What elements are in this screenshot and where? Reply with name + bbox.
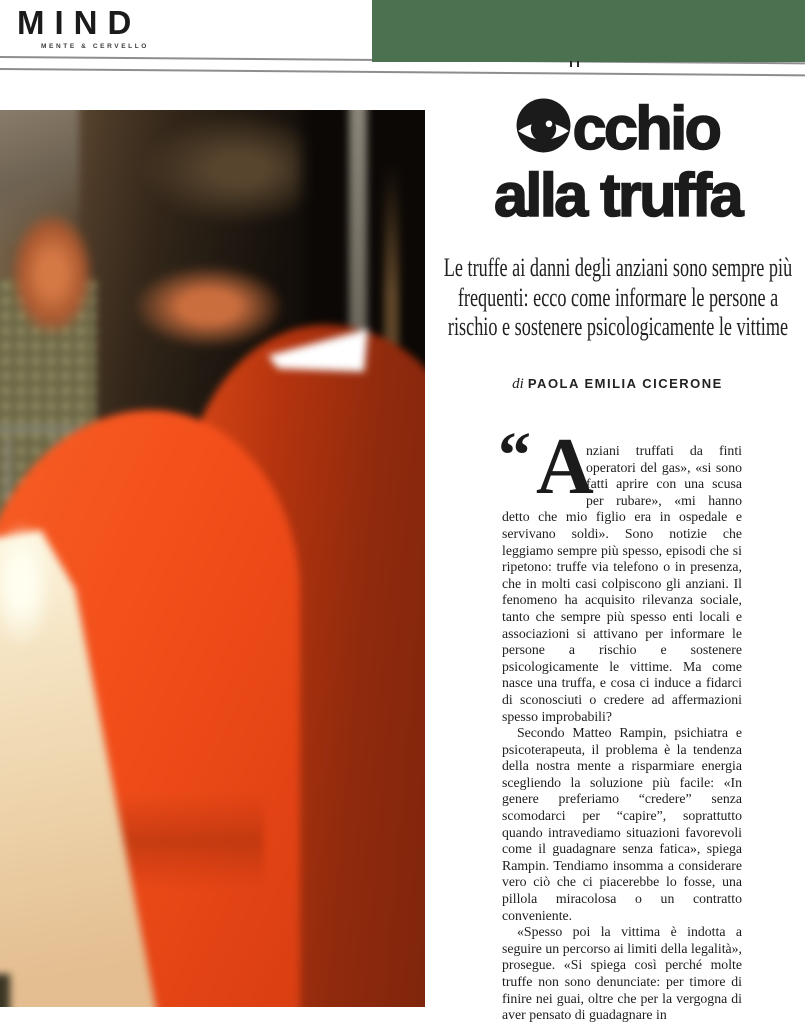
photo-paint-layers (0, 110, 425, 1007)
article-column (430, 94, 805, 1023)
masthead (17, 6, 149, 50)
green-accent-bar (372, 0, 805, 62)
headline-line2-text: alla truffa (493, 161, 742, 229)
page-title (430, 95, 805, 229)
paragraph-text: nziani truffati da finti operatori del gas», «si sono fatti aprire con una scusa per rubare», «mi hanno detto che mio figlio era in ospedale e servivano soldi». Sono notizie che leggiamo sempre più spesso, episodi che si ripetono: truffe via telefono o in presenza, che in molti casi colpiscono gli anziani. Il fenomeno ha acquisito rilevanza sociale, tanto che sempre più spesso enti locali e associazioni si attivano per informare le persone a rischio e sostenere psicologicamente le vittime. Ma come nasce una truffa, e cosa ci induce a fidarci di sconosciuti o credere ad affermazioni spesso improbabili? (502, 443, 742, 724)
headline-line1 (516, 94, 720, 162)
body-copy (498, 419, 742, 1023)
body-paragraph-2: Secondo Matteo Rampin, psichiatra e psicoterapeuta, il problema è la tendenza della nostra mente a risparmiare energia scegliendo la soluzione più facile: «In genere preferiamo “credere” senza scomodarci per “capire”, soprattutto quando intravediamo situazioni favorevoli come il guadagnare senza fatica», spiega Rampin. Tendiamo insomma a considerare vero ciò che ci piacerebbe lo fosse, una pillola miracolosa o un contratto conveniente. (502, 725, 742, 923)
drop-cap-block (498, 419, 594, 511)
drop-cap: A (536, 423, 594, 511)
byline-prefix: di (512, 376, 524, 392)
body-paragraph-1 (498, 419, 742, 725)
standfirst: Le truffe ai danni degli anziani sono sempre più frequenti: ecco come informare le persone a rischio e sostenere psicologicamente le vittime (443, 253, 792, 341)
headline-line1-text: cchio (572, 94, 720, 162)
masthead-tagline: MENTE & CERVELLO (41, 43, 149, 50)
registration-ticks (569, 61, 581, 67)
byline (430, 375, 805, 393)
masthead-logo: MIND (17, 4, 142, 41)
header-rule-bottom (0, 68, 805, 76)
body-paragraph-3: «Spesso poi la vittima è indotta a seguire un percorso ai limiti della legalità», prosegue. «Si spiega così perché molte truffe non sono denunciate: per timore di finire nei guai, oltre che per la vergogna di aver pensato di guadagnare in (502, 924, 742, 1023)
byline-author: PAOLA EMILIA CICERONE (527, 376, 723, 391)
opening-quote: “ (498, 419, 531, 492)
article-photo (0, 110, 425, 1007)
eye-icon (516, 98, 571, 153)
